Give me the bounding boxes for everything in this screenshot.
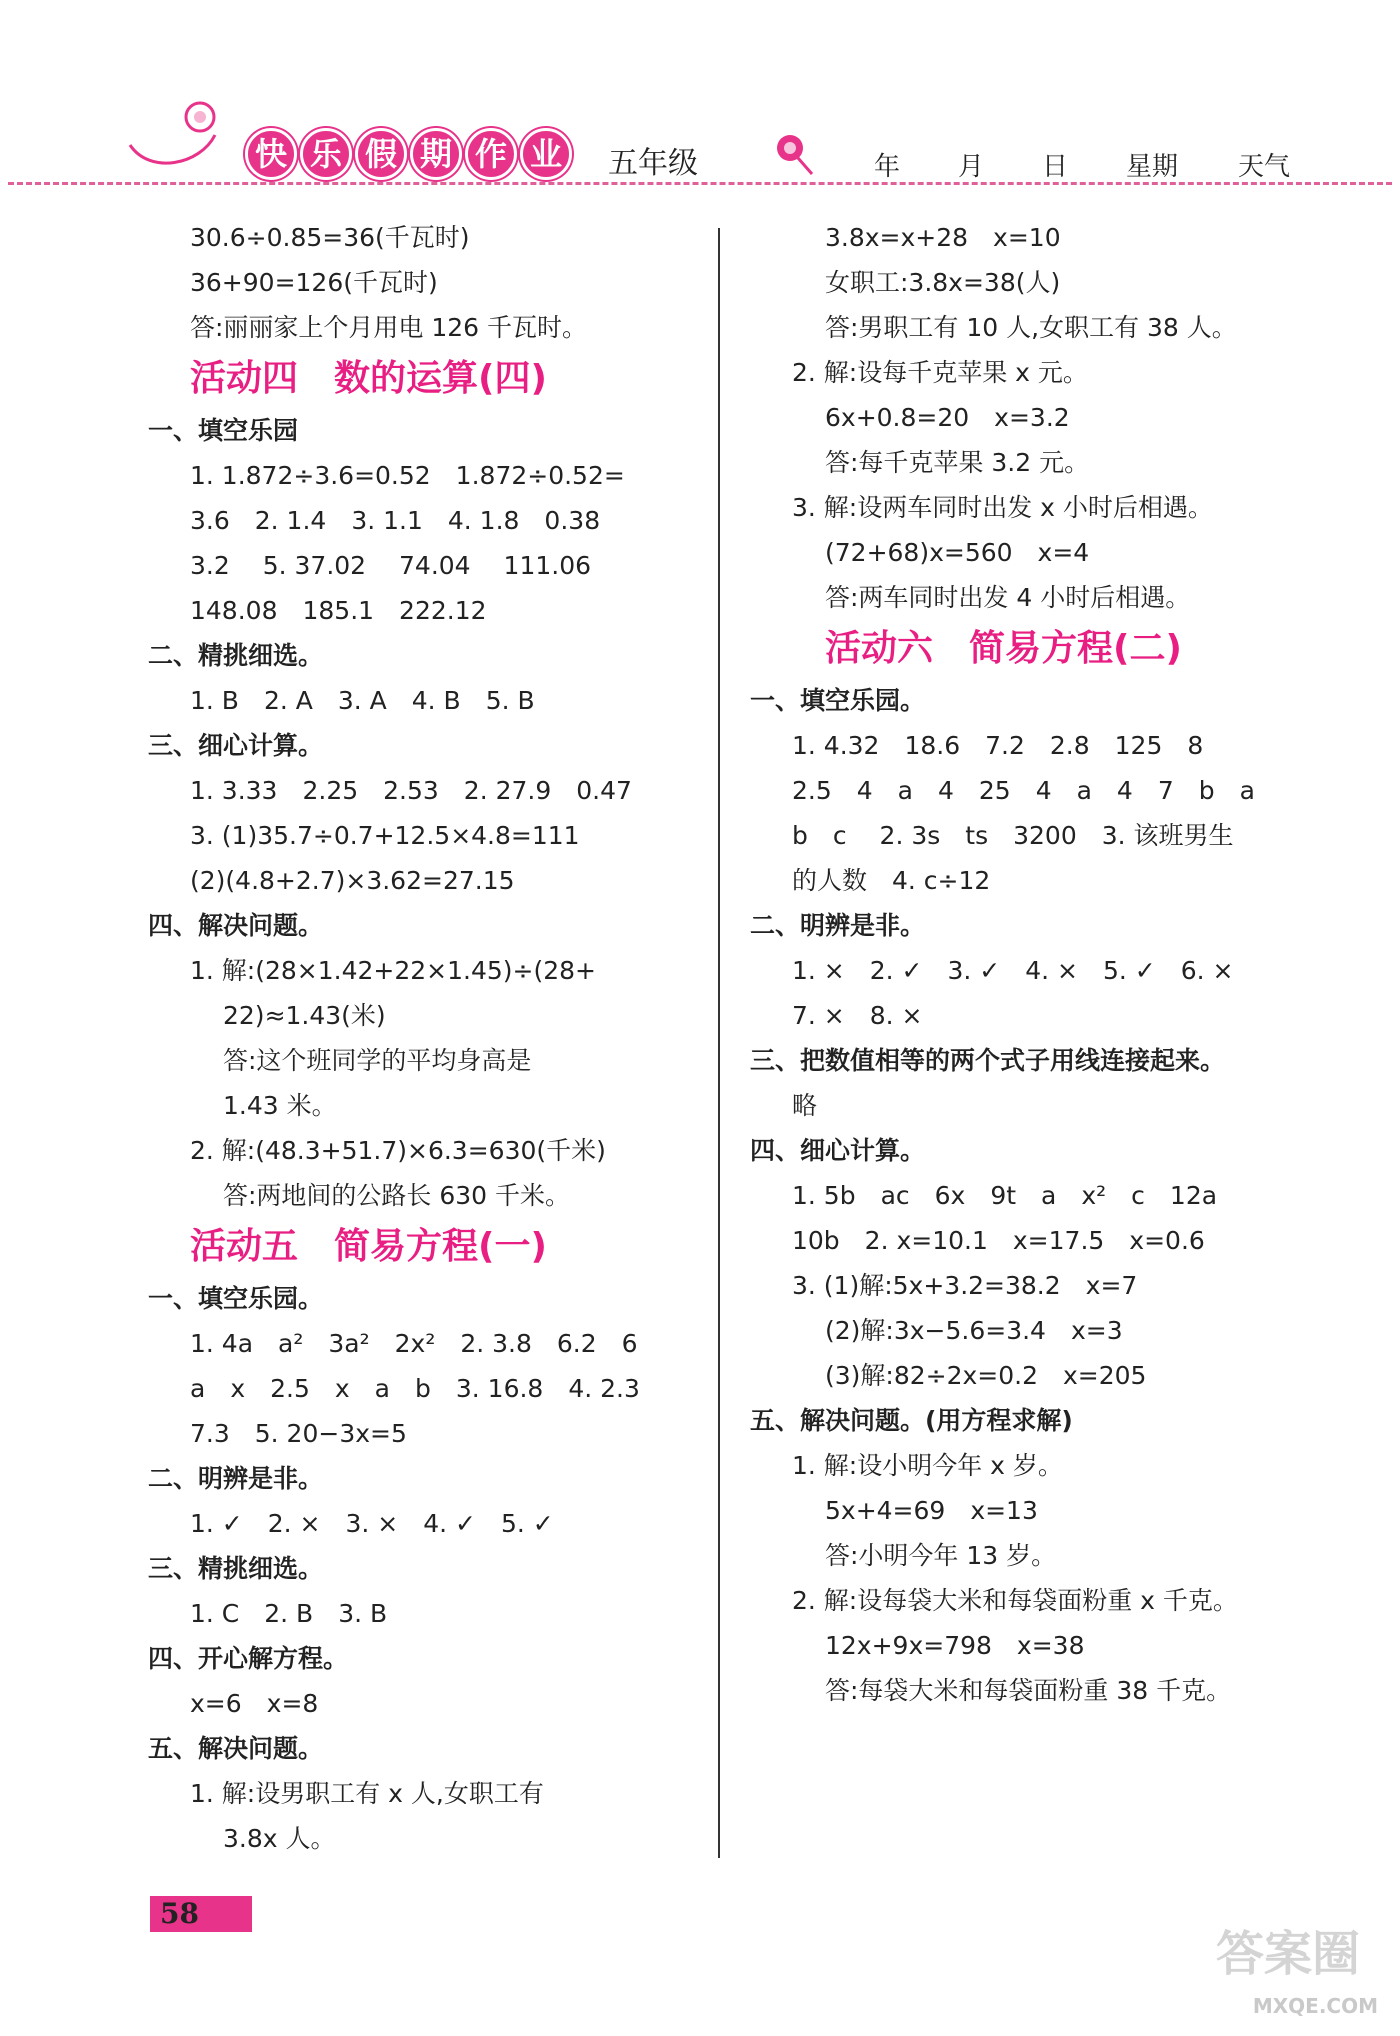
right-column bbox=[750, 215, 1310, 1713]
answer-line: b c 2. 3s ts 3200 3. 该班男生 bbox=[792, 821, 1234, 850]
answer-line: 1. B 2. A 3. A 4. B 5. B bbox=[190, 686, 535, 715]
answer-line: 答:每袋大米和每袋面粉重 38 千克。 bbox=[825, 1676, 1232, 1705]
answer-line: (3)解:82÷2x=0.2 x=205 bbox=[825, 1361, 1147, 1390]
field-day: 日 bbox=[1042, 152, 1069, 182]
watermark-url: MXQE.COM bbox=[1252, 1994, 1378, 2018]
answer-line: (2)解:3x−5.6=3.4 x=3 bbox=[825, 1316, 1123, 1345]
section-heading: 三、细心计算。 bbox=[148, 731, 324, 760]
answer-line: 答:两地间的公路长 630 千米。 bbox=[223, 1181, 571, 1210]
answer-line: 2. 解:(48.3+51.7)×6.3=630(千米) bbox=[190, 1136, 606, 1165]
section-heading: 四、解决问题。 bbox=[148, 911, 324, 940]
answer-line: 1.43 米。 bbox=[223, 1091, 337, 1120]
page-number: 58 bbox=[150, 1896, 252, 1932]
field-weather: 天气 bbox=[1238, 152, 1291, 182]
answer-line: 3.8x=x+28 x=10 bbox=[825, 223, 1061, 252]
title-char: 快 bbox=[245, 128, 297, 180]
answer-line: (72+68)x=560 x=4 bbox=[825, 538, 1090, 567]
page-header bbox=[0, 0, 1400, 190]
answer-line: 1. 1.872÷3.6=0.52 1.872÷0.52= bbox=[190, 461, 625, 490]
section-heading: 五、解决问题。 bbox=[148, 1734, 324, 1763]
activity-heading: 活动五 简易方程(一) bbox=[190, 1226, 547, 1267]
section-heading: 一、填空乐园。 bbox=[148, 1284, 324, 1313]
answer-line: 3.2 5. 37.02 74.04 111.06 bbox=[190, 551, 592, 580]
activity-heading: 活动六 简易方程(二) bbox=[825, 628, 1182, 669]
answer-line: a x 2.5 x a b 3. 16.8 4. 2.3 bbox=[190, 1374, 640, 1403]
answer-line: 1. ✓ 2. × 3. × 4. ✓ 5. ✓ bbox=[190, 1509, 554, 1538]
answer-line: 7.3 5. 20−3x=5 bbox=[190, 1419, 407, 1448]
answer-line: 答:两车同时出发 4 小时后相遇。 bbox=[825, 583, 1191, 612]
watermark-logo: 答案圈 bbox=[1215, 1926, 1360, 1982]
section-heading: 二、明辨是非。 bbox=[750, 911, 926, 940]
answer-line: 的人数 4. c÷12 bbox=[792, 866, 991, 895]
answer-line: (2)(4.8+2.7)×3.62=27.15 bbox=[190, 866, 515, 895]
answer-line: 1. 3.33 2.25 2.53 2. 27.9 0.47 bbox=[190, 776, 632, 805]
answer-line: 答:丽丽家上个月用电 126 千瓦时。 bbox=[190, 313, 588, 342]
answer-line: 1. 解:设男职工有 x 人,女职工有 bbox=[190, 1779, 544, 1808]
answer-line: 略 bbox=[792, 1091, 818, 1120]
section-heading: 三、把数值相等的两个式子用线连接起来。 bbox=[750, 1046, 1226, 1075]
answer-line: 10b 2. x=10.1 x=17.5 x=0.6 bbox=[792, 1226, 1205, 1255]
field-month: 月 bbox=[958, 152, 985, 182]
answer-line: 1. 4a a² 3a² 2x² 2. 3.8 6.2 6 bbox=[190, 1329, 638, 1358]
section-heading: 二、明辨是非。 bbox=[148, 1464, 324, 1493]
answer-line: 3. 解:设两车同时出发 x 小时后相遇。 bbox=[792, 493, 1213, 522]
answer-line: 1. 解:设小明今年 x 岁。 bbox=[792, 1451, 1063, 1480]
field-weekday: 星期 bbox=[1126, 152, 1179, 182]
answer-line: 36+90=126(千瓦时) bbox=[190, 268, 438, 297]
answer-line: 12x+9x=798 x=38 bbox=[825, 1631, 1085, 1660]
section-heading: 五、解决问题。(用方程求解) bbox=[750, 1406, 1073, 1435]
answer-line: 30.6÷0.85=36(千瓦时) bbox=[190, 223, 470, 252]
section-heading: 一、填空乐园。 bbox=[750, 686, 926, 715]
section-heading: 三、精挑细选。 bbox=[148, 1554, 324, 1583]
decorative-flourish-icon bbox=[120, 95, 230, 175]
answer-line: 1. C 2. B 3. B bbox=[190, 1599, 388, 1628]
answer-line: 3. (1)35.7÷0.7+12.5×4.8=111 bbox=[190, 821, 580, 850]
answer-line: 22)≈1.43(米) bbox=[223, 1001, 386, 1030]
answer-line: 答:男职工有 10 人,女职工有 38 人。 bbox=[825, 313, 1237, 342]
title-char: 乐 bbox=[300, 128, 352, 180]
answer-line: 1. 解:(28×1.42+22×1.45)÷(28+ bbox=[190, 956, 596, 985]
section-heading: 二、精挑细选。 bbox=[148, 641, 324, 670]
field-year: 年 bbox=[874, 152, 901, 182]
title-char: 期 bbox=[410, 128, 462, 180]
book-title bbox=[245, 128, 572, 180]
answer-line: 1. 5b ac 6x 9t a x² c 12a bbox=[792, 1181, 1218, 1210]
answer-line: 答:每千克苹果 3.2 元。 bbox=[825, 448, 1090, 477]
title-char: 业 bbox=[520, 128, 572, 180]
answer-line: 女职工:3.8x=38(人) bbox=[825, 268, 1061, 297]
column-divider bbox=[718, 228, 720, 1858]
activity-heading: 活动四 数的运算(四) bbox=[190, 358, 547, 399]
answer-line: 1. × 2. ✓ 3. ✓ 4. × 5. ✓ 6. × bbox=[792, 956, 1234, 985]
answer-line: 1. 4.32 18.6 7.2 2.8 125 8 bbox=[792, 731, 1204, 760]
lollipop-icon bbox=[770, 130, 820, 180]
answer-line: 3.6 2. 1.4 3. 1.1 4. 1.8 0.38 bbox=[190, 506, 601, 535]
answer-line: 2. 解:设每袋大米和每袋面粉重 x 千克。 bbox=[792, 1586, 1238, 1615]
answer-line: 5x+4=69 x=13 bbox=[825, 1496, 1038, 1525]
title-char: 作 bbox=[465, 128, 517, 180]
left-column bbox=[148, 215, 708, 1861]
section-heading: 四、细心计算。 bbox=[750, 1136, 926, 1165]
answer-line: 3. (1)解:5x+3.2=38.2 x=7 bbox=[792, 1271, 1138, 1300]
answer-line: 3.8x 人。 bbox=[223, 1824, 336, 1853]
answer-line: 2.5 4 a 4 25 4 a 4 7 b a bbox=[792, 776, 1255, 805]
answer-line: 148.08 185.1 222.12 bbox=[190, 596, 487, 625]
header-rule bbox=[8, 182, 1392, 185]
answer-line: 答:小明今年 13 岁。 bbox=[825, 1541, 1057, 1570]
answer-line: x=6 x=8 bbox=[190, 1689, 319, 1718]
answer-line: 6x+0.8=20 x=3.2 bbox=[825, 403, 1070, 432]
answer-line: 2. 解:设每千克苹果 x 元。 bbox=[792, 358, 1088, 387]
grade-label: 五年级 bbox=[608, 146, 698, 181]
answer-line: 答:这个班同学的平均身高是 bbox=[223, 1046, 532, 1075]
section-heading: 一、填空乐园 bbox=[148, 416, 299, 445]
title-char: 假 bbox=[355, 128, 407, 180]
answer-line: 7. × 8. × bbox=[792, 1001, 923, 1030]
section-heading: 四、开心解方程。 bbox=[148, 1644, 349, 1673]
